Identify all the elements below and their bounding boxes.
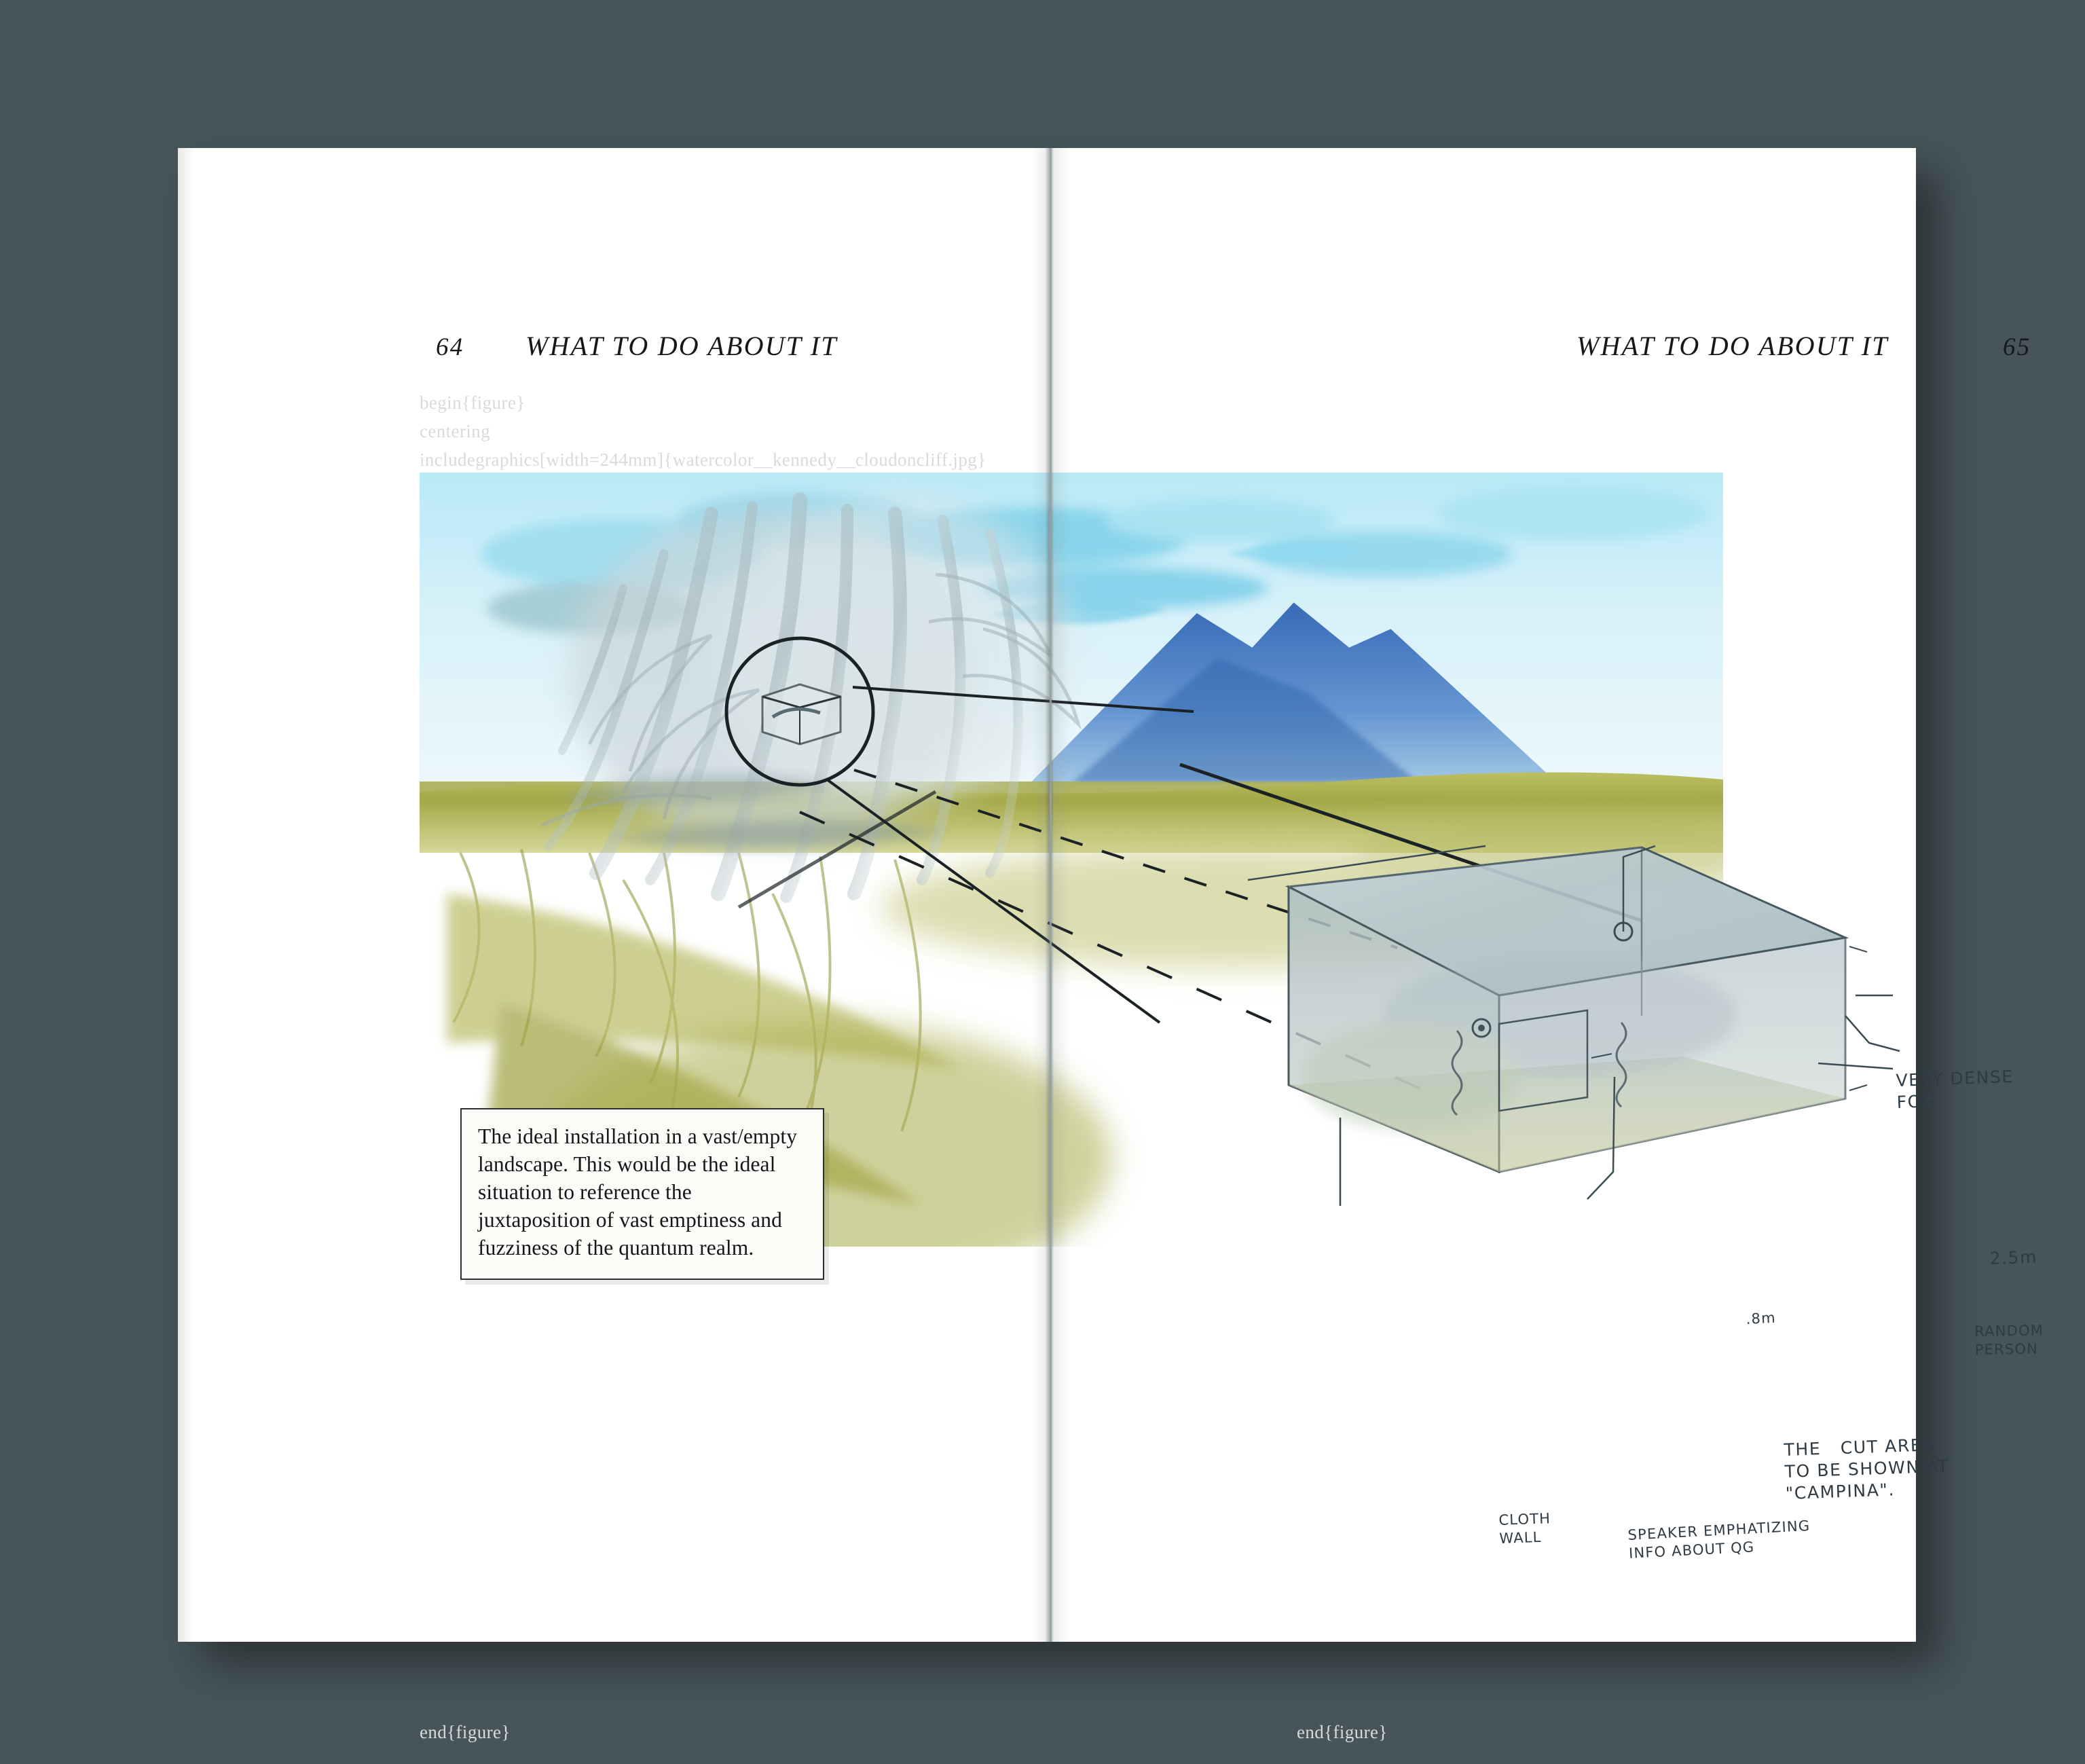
latex-line-includegraphics: includegraphics[width=244mm]{watercolor__kennedy__cloudoncliff.jpg} — [420, 449, 986, 470]
running-head-left: WHAT TO DO ABOUT IT — [525, 331, 838, 361]
latex-line-begin-figure: begin{figure} — [420, 392, 525, 413]
annotation-speaker: SPEAKER EMPHATIZING INFO ABOUT QG — [1627, 1517, 1811, 1562]
annotation-random-person: RANDOM PERSON — [1974, 1322, 2044, 1358]
annotation-cloth-wall: CLOTH WALL — [1498, 1510, 1551, 1547]
running-head-right: WHAT TO DO ABOUT IT — [1576, 331, 1889, 361]
page-number-right: 65 — [2003, 333, 2031, 361]
figure-caption-text: The ideal installation in a vast/empty landscape. This would be the ideal situation to reference the juxtaposition of vast emptiness and fuzziness of the quantum realm. — [478, 1124, 798, 1260]
annotation-height-2-5m: 2.5m — [1989, 1247, 2038, 1268]
annotation-inner-0-8m: .8m — [1746, 1309, 1777, 1327]
book-spread — [178, 148, 2044, 1742]
figure-caption-box — [460, 1108, 824, 1280]
latex-line-centering: centering — [420, 421, 491, 441]
latex-line-end-figure-left: end{figure} — [420, 1722, 511, 1742]
latex-line-end-figure-right: end{figure} — [1297, 1722, 1388, 1742]
annotation-very-dense-fog: VERY DENSE FOG — [1896, 1066, 2014, 1112]
annotation-cut-area: THE CUT AREA TO BE SHOWN AT "CAMPINA". — [1784, 1435, 1950, 1503]
page-number-left: 64 — [436, 333, 464, 361]
